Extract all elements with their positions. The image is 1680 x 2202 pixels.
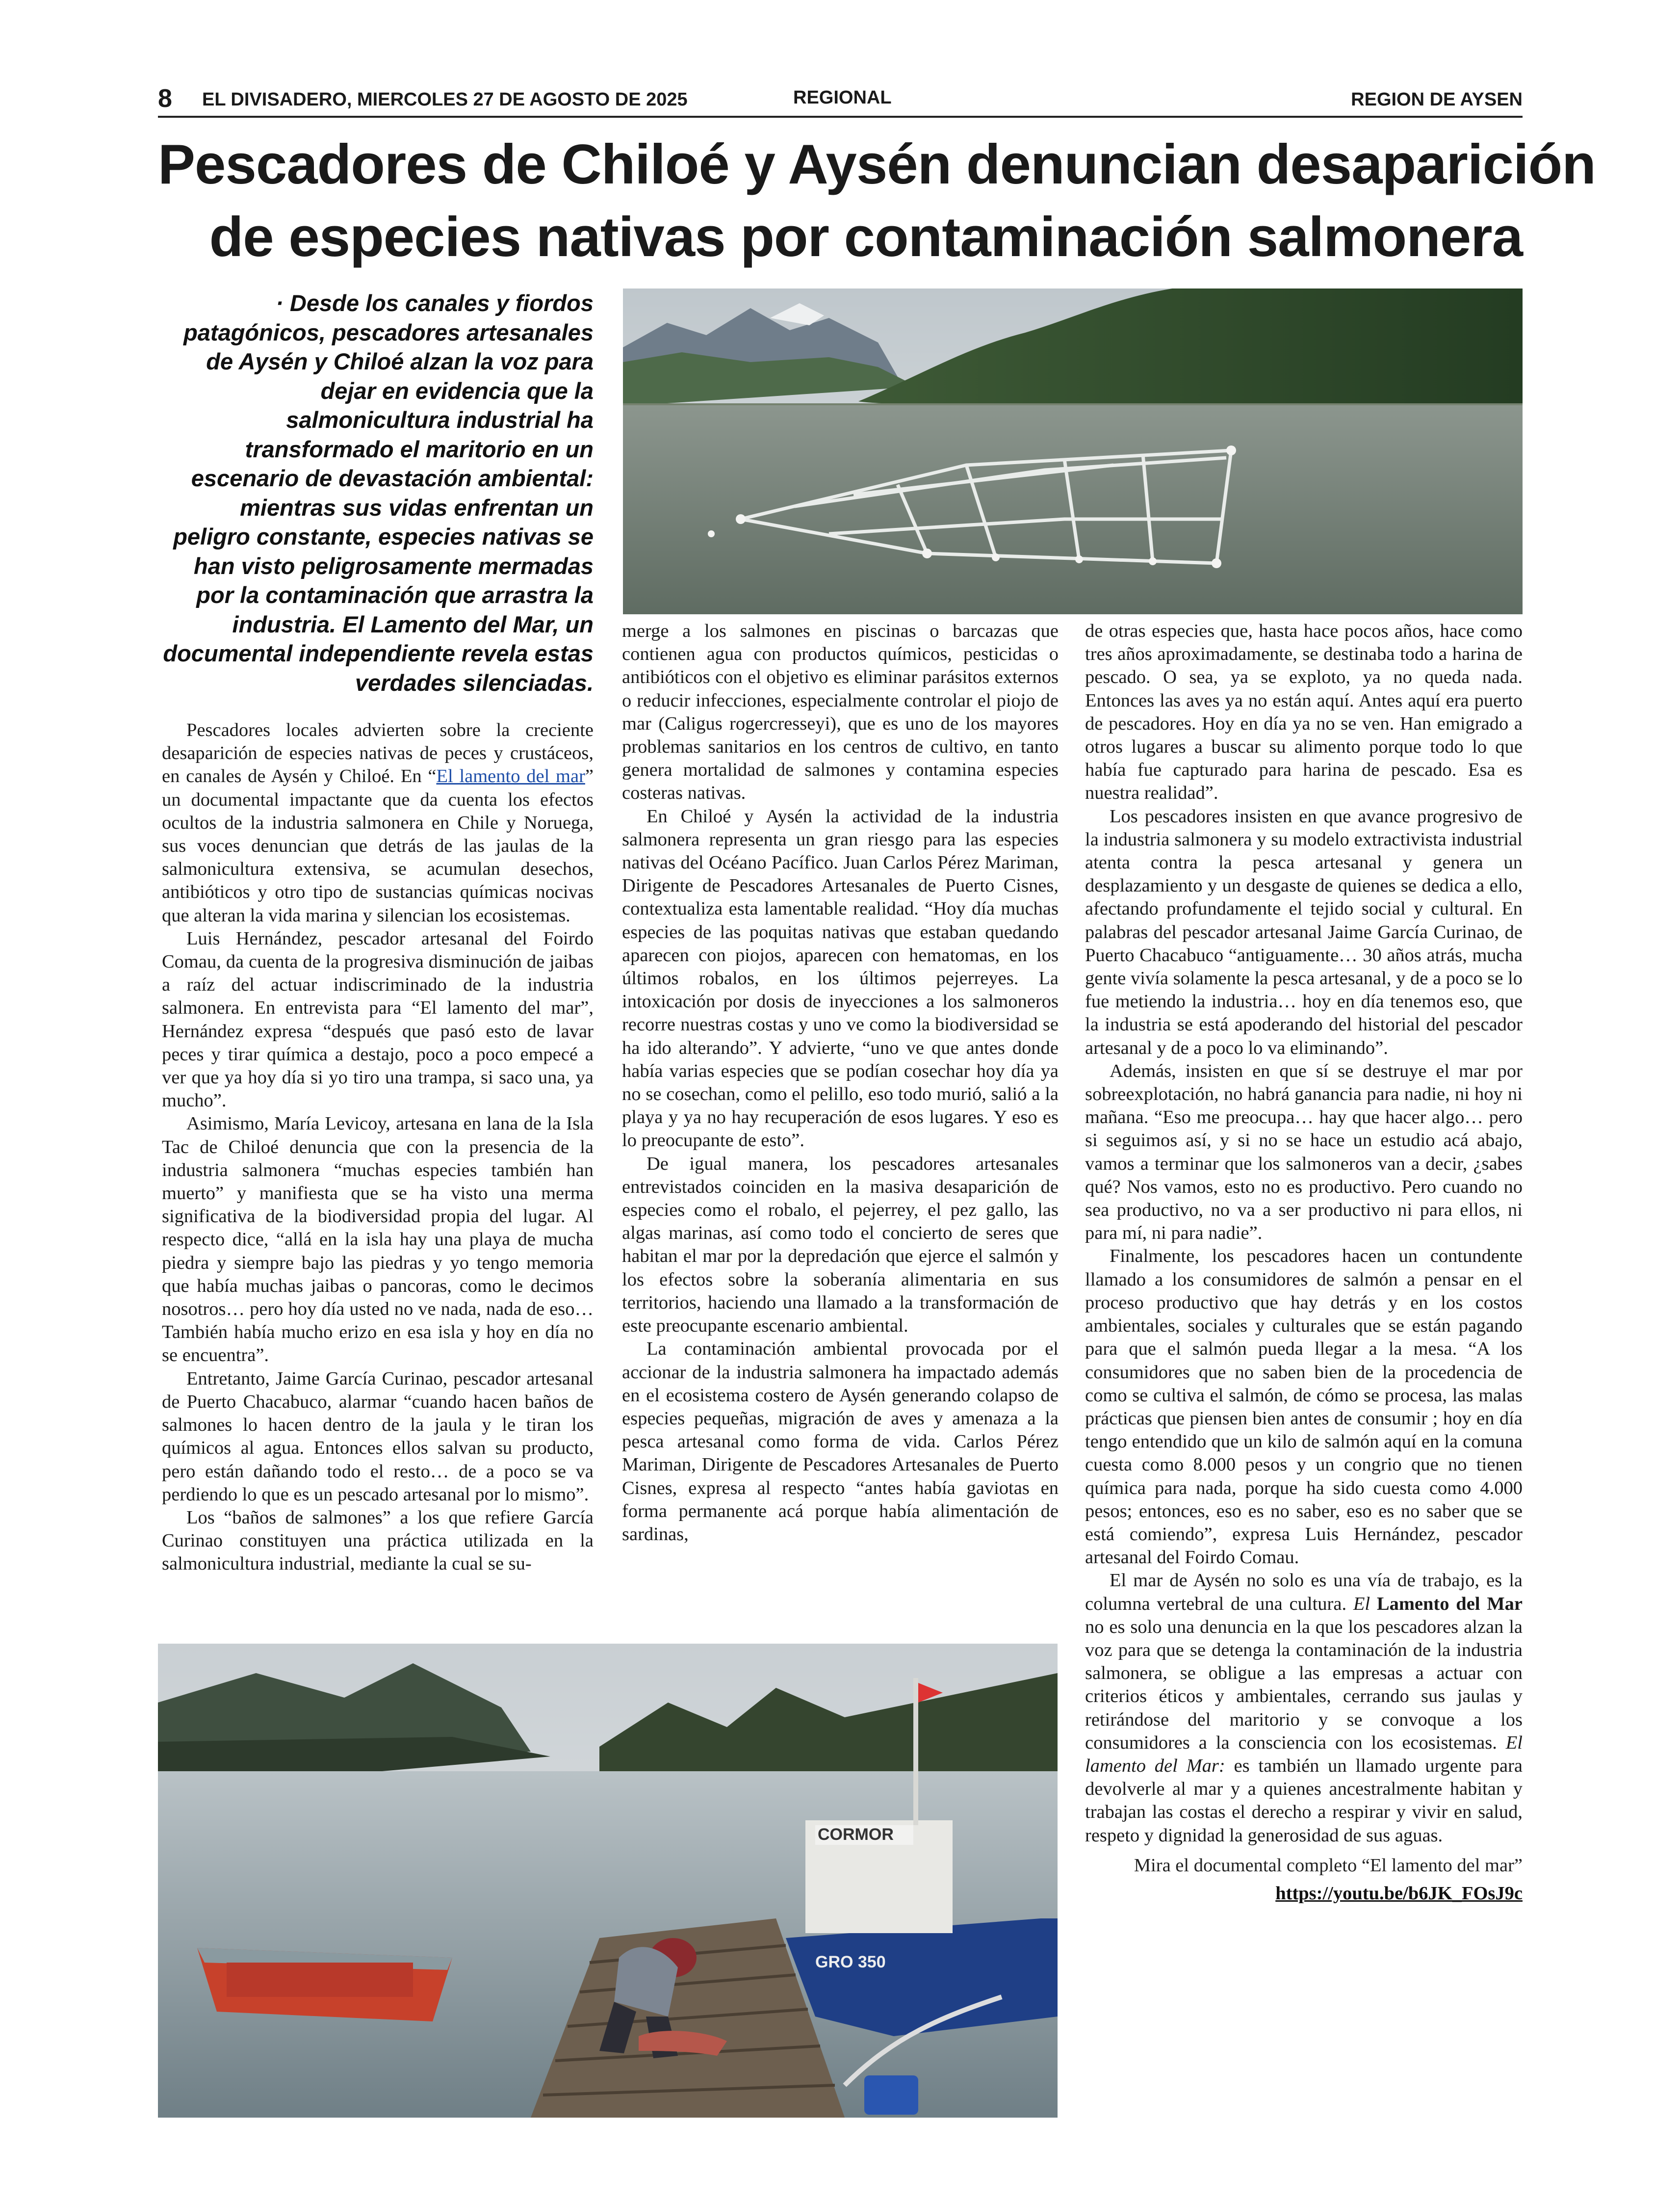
- youtube-link[interactable]: https://youtu.be/b6JK_FOsJ9c: [1275, 1883, 1523, 1904]
- col1-paragraph-3: Asimismo, María Levicoy, artesana en lana de la Isla Tac de Chiloé denuncia que con la presencia de la industria salmonera “muchas especies también han muerto” y manifiesta que se ha visto una merma significativa de la biodiversidad propia del lugar. Al respecto dice, “allá en la isla hay una playa de mucha piedra y siempre bajo las piedras y yo tengo memoria que había muchas jaibas o pancoras, como le decimos nosotros… pero hoy día usted no ve nada, nada de eso… También había mucho erizo en esa isla y hoy en día no se encuentra”.: [162, 1113, 594, 1366]
- col3-paragraph-1: de otras especies que, hasta hace pocos años, hace como tres años aproximadamente, se destinaba todo a harina de pescado. O sea, ya se exploto, ya no queda nada. Entonces las aves ya no están aquí. Antes aquí era puerto de pescadores. Hoy en día ya no se ven. Han emigrado a otros lugares a buscar su alimento porque todo lo que había fue capturado para harina de pescado. Esa es nuestra realidad”.: [1085, 621, 1523, 804]
- region-label: REGION DE AYSEN: [1351, 89, 1523, 110]
- headline-line-1: Pescadores de Chiloé y Aysén denuncian desaparición: [158, 133, 1596, 196]
- col1-paragraph-2: Luis Hernández, pescador artesanal del Foirdo Comau, da cuenta de la progresiva disminución de jaibas a raíz del actuar indiscriminado de la industria salmonera. En entrevista para “El lamento del mar”, Hernández expresa “después que pasó esto de lavar peces y tirar química a destajo, poco a poco empecé a ver que ya hoy día si yo tiro una trampa, si saco una, ya mucho”.: [162, 928, 594, 1111]
- headline: [158, 129, 1596, 274]
- article-column-2: [622, 620, 1059, 1546]
- col2-paragraph-3: De igual manera, los pescadores artesanales entrevistados coinciden en la masiva desaparición de especies como el robalo, el pejerrey, el pez gallo, las algas marinas, así como todo el concierto de seres que habitan el mar por la depredación que ejerce el salmón y los efectos sobre la soberanía alimentaria en sus territorios, haciendo una llamado a la transformación de este preocupante escenario ambiental.: [622, 1153, 1059, 1337]
- boat-name: CORMOR: [818, 1825, 894, 1844]
- col3-paragraph-3: Además, insisten en que sí se destruye el mar por sobreexplotación, no habrá ganancia para nadie, ni hoy ni mañana. “Eso me preocupa… hay que hacer algo… pero si seguimos así, y si no se hace un estudio acá abajo, vamos a terminar que los salmoneros van a decir, ¿sabes qué? Nos vamos, esto no es productivo. Pero cuando no sea productivo, no va a ser productivo ni para ellos, ni para mí, ni para nadie”.: [1085, 1060, 1523, 1244]
- article-column-3: [1085, 620, 1523, 1905]
- page-header: [158, 82, 1523, 115]
- header-rule: [158, 116, 1523, 118]
- col3-paragraph-5: El mar de Aysén no solo es una vía de trabajo, es la columna vertebral de una cultura. El Lamento del Mar no es solo una denuncia en la que los pescadores alzan la voz para que se detenga la contaminación de la industria salmonera, se obligue a las empresas a actuar con criterios éticos y ambientales, cerrando sus jaulas y retirándose del maritorio y se convoque a los consumidores a la consciencia con los ecosistemas. El lamento del Mar: es también un llamado urgente para devolverle al mar y a quienes ancestralmente habitan y trabajan las costas el derecho a respirar y vivir en salud, respeto y dignidad la generosidad de sus aguas.: [1085, 1570, 1523, 1846]
- col3-paragraph-4: Finalmente, los pescadores hacen un contundente llamado a los consumidores de salmón a pensar en el proceso productivo que hay detrás y en los costos ambientales, sociales y culturales que se están pagando para que el salmón pueda llegar a la mesa. “A los consumidores que no saben bien de la procedencia de como se cultiva el salmón, de cómo se procesa, las malas prácticas que piensen bien antes de consumir ; hoy en día tengo entendido que un kilo de salmón aquí en la comuna cuesta como 8.000 pesos y un congrio que no tienen química para nada, porque ha sido cuesta como 4.000 pesos; entonces, eso es no saber, eso es no saber que se está comiendo”, expresa Luis Hernández, pescador artesanal del Foirdo Comau.: [1085, 1246, 1523, 1568]
- fisherman-dock-photo: [158, 1644, 1058, 2118]
- col2-paragraph-1: merge a los salmones en piscinas o barcazas que contienen agua con productos químicos, pesticidas o antibióticos con el objetivo es eliminar parásitos externos o reducir infecciones, especialmente controlar el piojo de mar (Caligus rogercresseyi), que es uno de los mayores problemas sanitarios en los centros de cultivo, en tanto genera mortalidad de salmones y contamina especies costeras nativas.: [622, 621, 1059, 804]
- page-number: 8: [158, 84, 172, 113]
- section-label: REGIONAL: [793, 87, 892, 108]
- salmon-farm-photo: [623, 288, 1523, 614]
- headline-line-2: de especies nativas por contaminación salmonera: [209, 206, 1523, 268]
- watch-documentary-note: Mira el documental completo “El lamento del mar”: [1134, 1855, 1523, 1876]
- col3-paragraph-2: Los pescadores insisten en que avance progresivo de la industria salmonera y su modelo extractivista industrial atenta contra la pesca artesanal y genera un desplazamiento y un desgaste de quienes se dedica a ello, afectando profundamente el tejido social y cultural. En palabras del pescador artesanal Jaime García Curinao, de Puerto Chacabuco “antiguamente… 30 años atrás, mucha gente vivía solamente la pesca artesanal, y de a poco se lo fue metiendo la industria… hoy en día tenemos eso, que la industria se está apoderando del historial del pescador artesanal y de a poco lo va eliminando”.: [1085, 806, 1523, 1058]
- col1-paragraph-5: Los “baños de salmones” a los que refiere García Curinao constituyen una práctica utilizada en la salmonicultura industrial, mediante la cual se su-: [162, 1507, 594, 1574]
- col2-paragraph-2: En Chiloé y Aysén la actividad de la industria salmonera representa un gran riesgo para las especies nativas del Océano Pacífico. Juan Carlos Pérez Mariman, Dirigente de Pescadores Artesanales de Puerto Cisnes, contextualiza esta lamentable realidad. “Hoy día muchas especies de las poquitas nativas que estaban quedando aparecen con piojos, aparecen con hematomas, en los últimos robalos, en los últimos pejerreyes. La intoxicación por dosis de inyecciones a los salmoneros recorre nuestras costas y uno ve como la biodiversidad se ha ido alterando”. Y advierte, “uno ve que antes donde había varias especies que se podían cosechar hoy día ya no se cosechan, como el pelillo, eso todo murió, salió a la playa y ya no hay recuperación de esos lugares. Y eso es lo preocupante de esto”.: [622, 806, 1059, 1151]
- publication-date: EL DIVISADERO, MIERCOLES 27 DE AGOSTO DE 2025: [202, 89, 688, 110]
- col2-paragraph-4: La contaminación ambiental provocada por el accionar de la industria salmonera ha impactado además en el ecosistema costero de Aysén generando colapso de especies pequeñas, migración de aves y amenaza a la pesca artesanal como forma de vida. Carlos Pérez Mariman, Dirigente de Pescadores Artesanales de Puerto Cisnes, expresa al respecto “antes había gaviotas en forma permanente acá porque había alimentación de sardinas,: [622, 1338, 1059, 1545]
- col1-paragraph-1: Pescadores locales advierten sobre la creciente desaparición de especies nativas de peces y crustáceos, en canales de Aysén y Chiloé. En “El lamento del mar” un documental impactante que da cuenta los efectos ocultos de la industria salmonera en Chile y Noruega, sus voces denuncian que detrás de las jaulas de la salmonicultura extensiva, se acumulan desechos, antibióticos y otro tipo de sustancias químicas nocivas que alteran la vida marina y silencian los ecosistemas.: [162, 720, 594, 926]
- lede-summary: · Desde los canales y fiordos patagónicos, pescadores artesanales de Aysén y Chiloé alzan la voz para dejar en evidencia que la salmonicultura industrial ha transformado el maritorio en un escenario de devastación ambiental: mientras sus vidas enfrentan un peligro constante, especies nativas se han visto peligrosamente mermadas por la contaminación que arrastra la industria. El Lamento del Mar, un documental independiente revela estas verdades silenciadas.: [163, 290, 594, 696]
- col1-paragraph-4: Entretanto, Jaime García Curinao, pescador artesanal de Puerto Chacabuco, alarmar “cuando hacen baños de salmones lo hacen dentro de la jaula y le tiran los químicos al agua. Entonces ellos salvan su producto, pero están dañando todo el resto… de a poco se va perdiendo lo que es un pescado artesanal por lo mismo”.: [162, 1368, 594, 1505]
- documentary-link[interactable]: El lamento del mar: [436, 766, 585, 787]
- boat-registration: GRO 350: [815, 1953, 886, 1971]
- article-column-1: [162, 719, 594, 1576]
